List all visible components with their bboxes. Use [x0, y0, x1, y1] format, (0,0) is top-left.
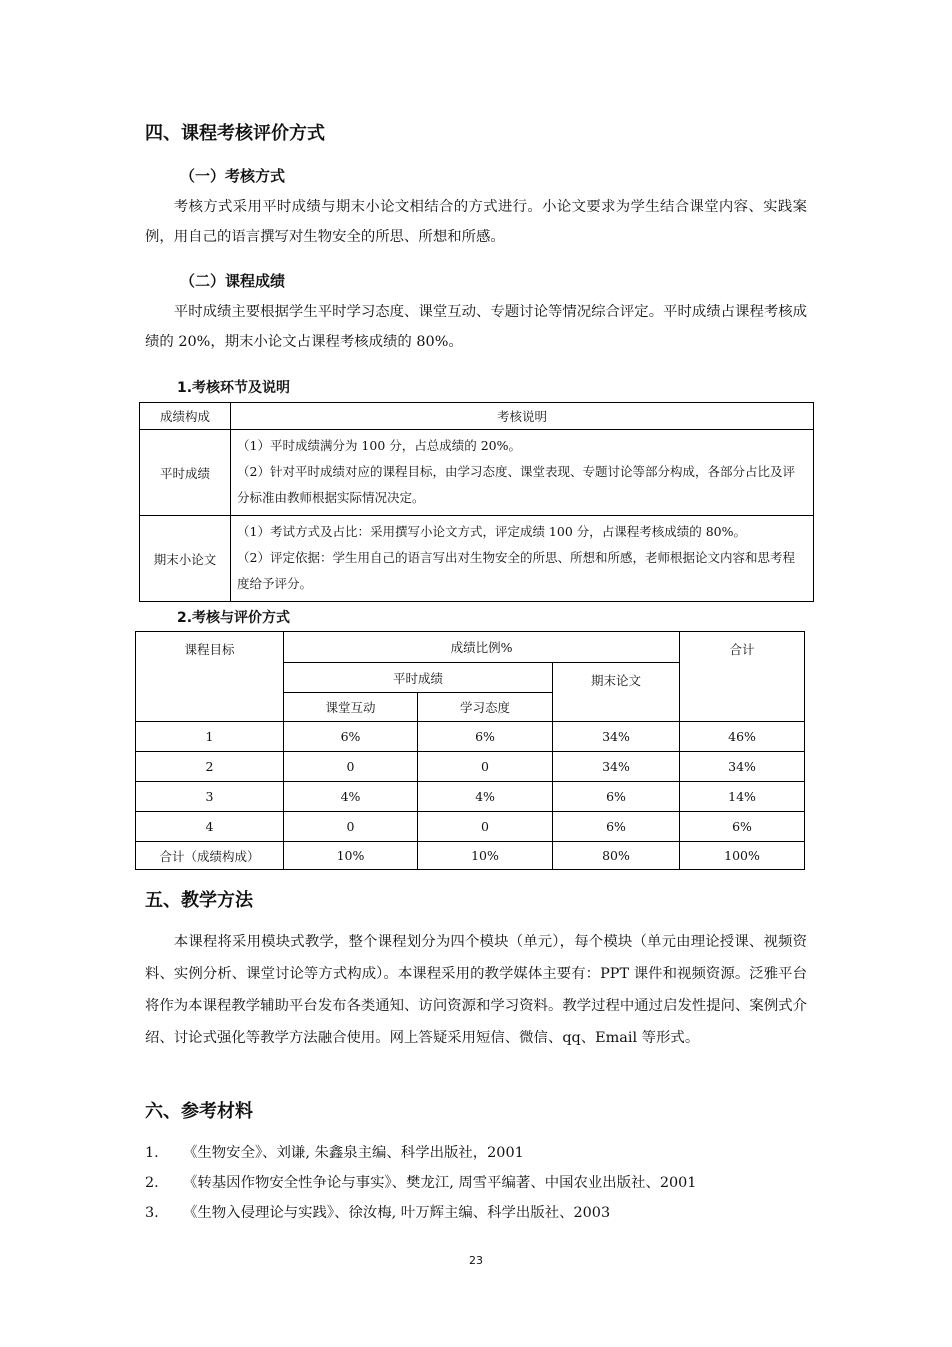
- table-row: [140, 430, 814, 516]
- evaluation-table: [135, 631, 805, 870]
- page-number: 23: [469, 1254, 483, 1267]
- table-header-cell: 课程目标: [136, 632, 284, 722]
- reference-item: [145, 1168, 807, 1198]
- table-cell: 4%: [418, 782, 553, 812]
- table1-caption: 1.考核环节及说明: [177, 380, 291, 396]
- table-cell: 0: [418, 752, 553, 782]
- table-row-label: 期末小论文: [140, 516, 231, 602]
- table-cell: 6%: [553, 782, 680, 812]
- table-header-cell: 课堂互动: [284, 693, 418, 722]
- table-cell: 80%: [553, 842, 680, 870]
- table-cell: 10%: [418, 842, 553, 870]
- table-cell: 0: [284, 752, 418, 782]
- section5-text: 本课程将采用模块式教学，整个课程划分为四个模块（单元），每个模块（单元由理论授课、视频资料、实例分析、课堂讨论等方式构成）。本课程采用的教学媒体主要有：PPT 课件和视频资源。泛雅平台将作为本课程教学辅助平台发布各类通知、访问资源和学习资料。教学过程中通过启发性提问、案例式介绍、讨论式强化等教学方法融合使用。网上答疑采用短信、微信、qq、Email 等形式。: [145, 934, 807, 1046]
- table-cell: 4%: [284, 782, 418, 812]
- section4-sub1-heading: （一）考核方式: [180, 167, 286, 185]
- desc-line: （1）平时成绩满分为 100 分，占总成绩的 20%。: [237, 438, 522, 453]
- table-cell: 34%: [680, 752, 805, 782]
- table-row-desc: [231, 516, 814, 602]
- reference-text: 《转基因作物安全性争论与事实》、樊龙江, 周雪平编著、中国农业出版社、2001: [183, 1175, 697, 1191]
- table-cell: 3: [136, 782, 284, 812]
- section4-sub2-heading: （二）课程成绩: [180, 272, 286, 290]
- desc-line: （1）考试方式及占比：采用撰写小论文方式，评定成绩 100 分，占课程考核成绩的 80%。: [237, 524, 747, 539]
- table-total-row: [136, 842, 805, 870]
- table-cell: 14%: [680, 782, 805, 812]
- table-header-cell: 成绩构成: [140, 403, 231, 430]
- table-row: [136, 722, 805, 752]
- table-cell: 0: [284, 812, 418, 842]
- reference-list: [145, 1138, 807, 1228]
- table2-caption: 2.考核与评价方式: [177, 610, 291, 626]
- table-header-cell: 成绩比例%: [284, 632, 680, 663]
- table-cell: 34%: [553, 752, 680, 782]
- table-cell: 0: [418, 812, 553, 842]
- table-row-label: 平时成绩: [140, 430, 231, 516]
- table-cell: 6%: [680, 812, 805, 842]
- table-cell: 6%: [418, 722, 553, 752]
- table-row: [136, 782, 805, 812]
- reference-text: 《生物安全》、刘谦, 朱鑫泉主编、科学出版社，2001: [183, 1145, 524, 1161]
- reference-number: 2.: [145, 1175, 159, 1191]
- table-header-cell: 平时成绩: [284, 663, 553, 693]
- table-cell: 6%: [553, 812, 680, 842]
- table-header-cell: 期末论文: [553, 663, 680, 722]
- table-cell: 46%: [680, 722, 805, 752]
- table-cell: 34%: [553, 722, 680, 752]
- desc-line: （2）针对平时成绩对应的课程目标，由学习态度、课堂表现、专题讨论等部分构成，各部分占比及评分标准由教师根据实际情况决定。: [237, 464, 795, 505]
- table-header-cell: 合计: [680, 632, 805, 722]
- reference-item: [145, 1138, 807, 1168]
- section4-sub2-text: 平时成绩主要根据学生平时学习态度、课堂互动、专题讨论等情况综合评定。平时成绩占课程考核成绩的 20%，期末小论文占课程考核成绩的 80%。: [145, 304, 807, 350]
- table-cell: 1: [136, 722, 284, 752]
- section5-heading: 五、教学方法: [145, 890, 253, 911]
- table-cell: 100%: [680, 842, 805, 870]
- table-row: [136, 752, 805, 782]
- reference-item: [145, 1198, 807, 1228]
- reference-number: 1.: [145, 1145, 159, 1161]
- table-row: [140, 516, 814, 602]
- table-cell: 4: [136, 812, 284, 842]
- table-header-row: [140, 403, 814, 430]
- section6-heading: 六、参考材料: [145, 1101, 253, 1122]
- section4-sub1-text: 考核方式采用平时成绩与期末小论文相结合的方式进行。小论文要求为学生结合课堂内容、实践案例，用自己的语言撰写对生物安全的所思、所想和所感。: [145, 199, 807, 245]
- table-header-row: [136, 632, 805, 663]
- section4-heading: 四、课程考核评价方式: [145, 123, 325, 144]
- table-cell: 2: [136, 752, 284, 782]
- table-cell: 10%: [284, 842, 418, 870]
- assessment-table: [139, 402, 814, 602]
- reference-number: 3.: [145, 1205, 159, 1221]
- table-row: [136, 812, 805, 842]
- table-header-cell: 学习态度: [418, 693, 553, 722]
- table-header-cell: 考核说明: [231, 403, 814, 430]
- reference-text: 《生物入侵理论与实践》、徐汝梅, 叶万辉主编、科学出版社、2003: [183, 1205, 611, 1221]
- table-cell: 6%: [284, 722, 418, 752]
- table-row-desc: [231, 430, 814, 516]
- table-cell: 合计（成绩构成）: [136, 842, 284, 870]
- desc-line: （2）评定依据：学生用自己的语言写出对生物安全的所思、所想和所感，老师根据论文内容和思考程度给予评分。: [237, 550, 795, 591]
